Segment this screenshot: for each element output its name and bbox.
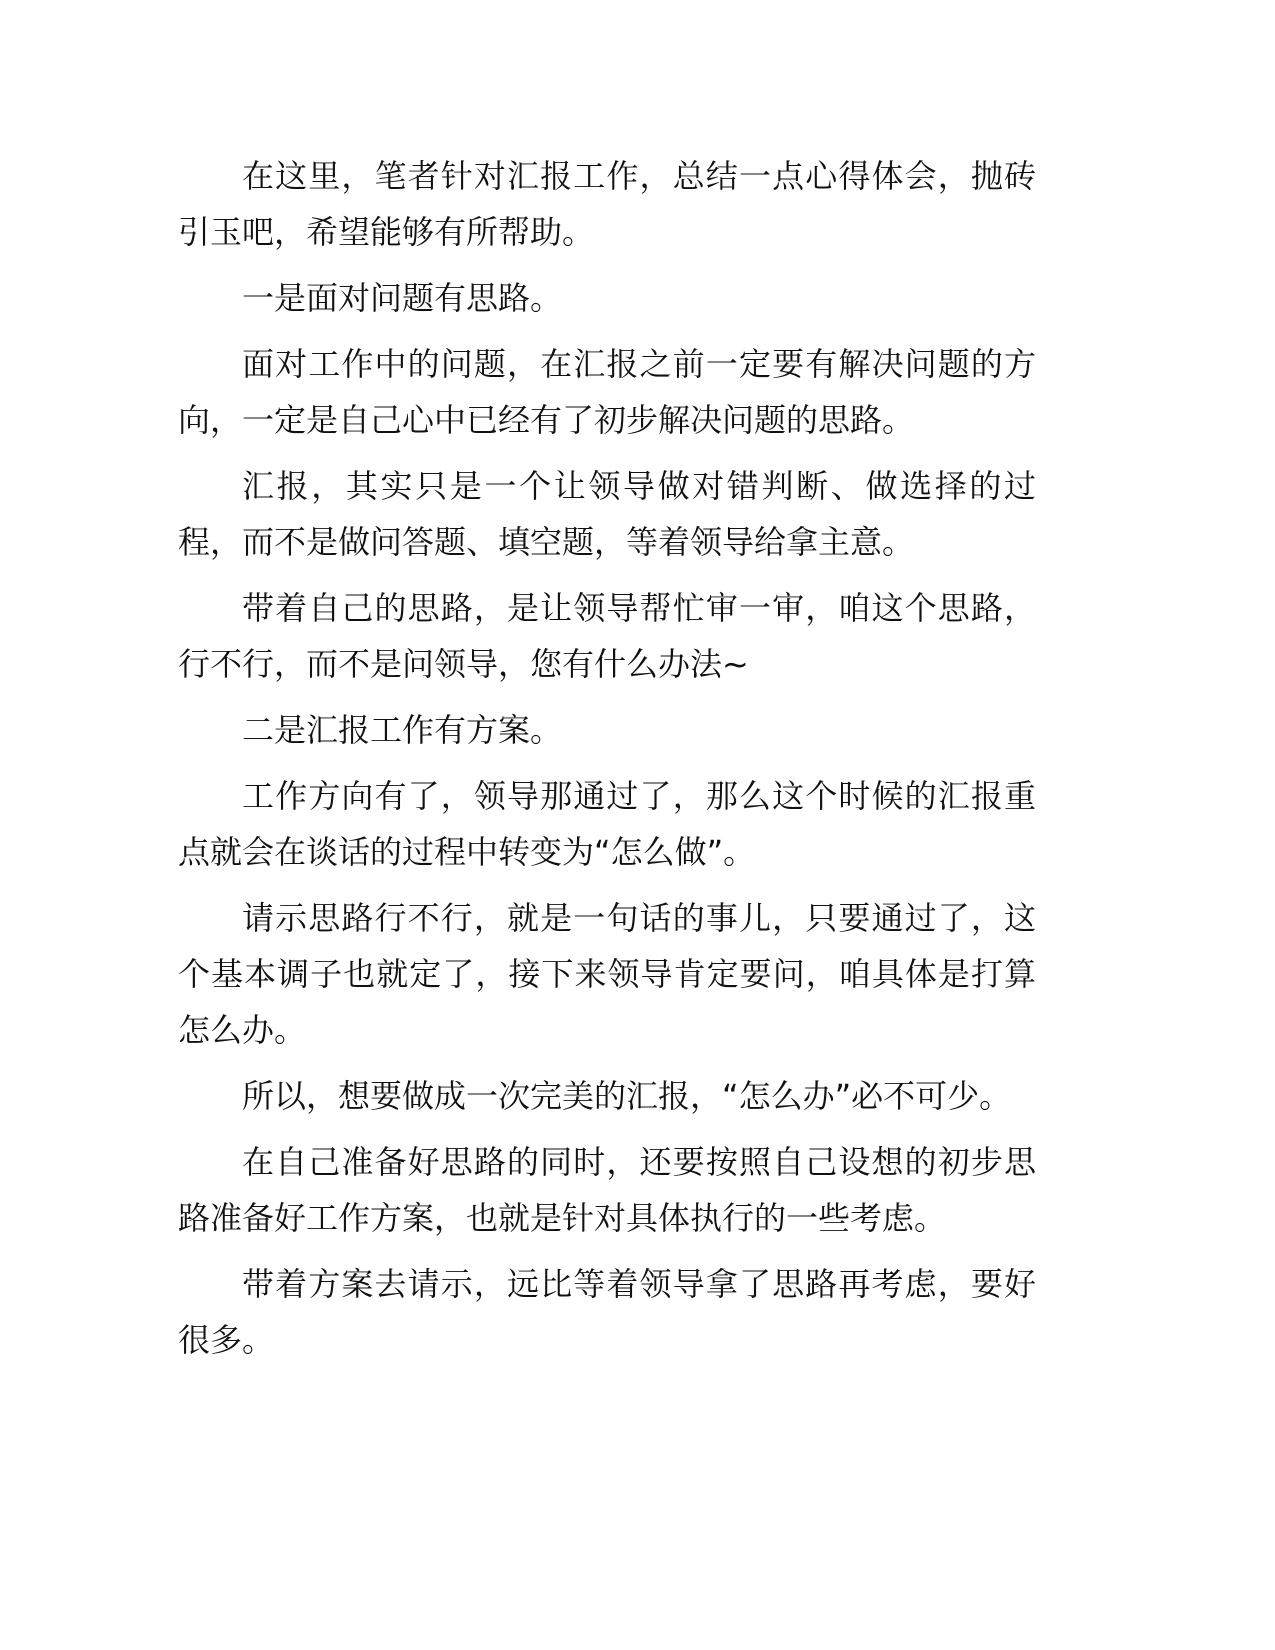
paragraph: 面对工作中的问题，在汇报之前一定要有解决问题的方向，一定是自己心中已经有了初步解决问题的思路。 xyxy=(178,345,1036,439)
paragraph: 带着方案去请示，远比等着领导拿了思路再考虑，要好很多。 xyxy=(178,1265,1036,1359)
paragraph: 在自己准备好思路的同时，还要按照自己设想的初步思路准备好工作方案，也就是针对具体执行的一些考虑。 xyxy=(178,1143,1036,1237)
paragraph: 带着自己的思路，是让领导帮忙审一审，咱这个思路，行不行，而不是问领导，您有什么办法~ xyxy=(178,589,1036,683)
section-heading: 二是汇报工作有方案。 xyxy=(242,711,563,749)
paragraph: 在这里，笔者针对汇报工作，总结一点心得体会，抛砖引玉吧，希望能够有所帮助。 xyxy=(178,157,1036,251)
paragraph: 所以，想要做成一次完美的汇报，“怎么办”必不可少。 xyxy=(242,1077,1012,1115)
paragraph: 工作方向有了，领导那通过了，那么这个时候的汇报重点就会在谈话的过程中转变为“怎么做”。 xyxy=(178,777,1036,871)
paragraph: 汇报，其实只是一个让领导做对错判断、做选择的过程，而不是做问答题、填空题，等着领导给拿主意。 xyxy=(178,467,1036,561)
section-heading: 一是面对问题有思路。 xyxy=(242,279,563,317)
paragraph: 请示思路行不行，就是一句话的事儿，只要通过了，这个基本调子也就定了，接下来领导肯定要问，咱具体是打算怎么办。 xyxy=(178,899,1036,1049)
document-body xyxy=(178,148,1036,1378)
